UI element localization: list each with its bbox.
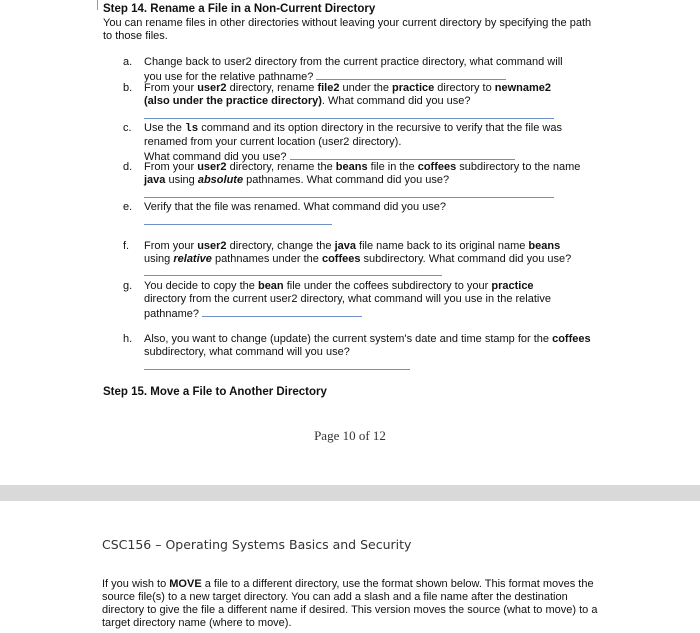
answer-line-h[interactable] xyxy=(144,369,410,370)
question-b-text-3: under the xyxy=(339,82,393,94)
question-f-bold-4: coffees xyxy=(321,253,361,265)
question-f-text-5: pathnames under the xyxy=(211,253,322,265)
question-f-bold-3: beans xyxy=(528,240,561,252)
question-h-text-2: subdirectory, what command will you use? xyxy=(144,346,350,358)
question-a xyxy=(144,56,599,84)
question-c xyxy=(144,122,599,164)
question-g-text-1: You decide to copy the xyxy=(144,280,258,292)
question-d-bold-1: user2 xyxy=(197,161,227,173)
question-c-text-2: command and its option directory in the recursive to verify that the file was renamed from your current location (user2 directory). xyxy=(144,122,562,148)
step15-title: Step 15. Move a File to Another Directory xyxy=(103,386,327,398)
question-f-text-2: directory, change the xyxy=(226,240,335,252)
answer-line-g[interactable] xyxy=(202,306,362,317)
answer-line-d[interactable] xyxy=(144,197,554,198)
question-g xyxy=(144,280,599,321)
question-c-label: c. xyxy=(123,122,132,134)
question-f-bold-1: user2 xyxy=(197,240,227,252)
question-d-bold-italic: absolute xyxy=(197,174,244,186)
question-d xyxy=(144,161,599,187)
question-d-text-6: pathnames. What command did you use? xyxy=(243,174,450,186)
question-f-text-3: file name back to its original name xyxy=(356,240,529,252)
question-g-text-2: file under the coffees subdirectory to your xyxy=(283,280,492,292)
page-number: Page 10 of 12 xyxy=(314,428,386,443)
move-paragraph-text-2: a file to a different directory, use the format shown below. This format moves the source file(s) to a new target directory. You can add a slash and a file name after the destination directory to give the file a different name if desired. This version moves the source (what to move) to a target directory name (where to move). xyxy=(102,578,598,629)
question-f-bold-2: java xyxy=(334,240,356,252)
question-d-text-5: using xyxy=(165,174,198,186)
question-g-label: g. xyxy=(123,280,133,292)
answer-line-f[interactable] xyxy=(144,275,442,276)
question-f xyxy=(144,240,604,266)
step14-intro: You can rename files in other directories without leaving your current directory by specifying the path to those files. xyxy=(103,17,592,42)
question-b-bold-3: practice xyxy=(392,82,435,94)
question-c-text-1: Use the xyxy=(144,122,185,134)
question-f-text-1: From your xyxy=(144,240,198,252)
question-b-bold-2: file2 xyxy=(317,82,340,94)
question-b-bold-5: (also under the practice directory) xyxy=(144,95,322,107)
question-c-text-3: What command did you use? xyxy=(144,151,287,163)
move-keyword: MOVE xyxy=(169,578,202,590)
question-h xyxy=(144,333,599,359)
question-a-line1: Change back to user2 directory from the current practice directory, what command will xyxy=(144,56,563,68)
question-b-label: b. xyxy=(123,82,133,94)
question-c-code: ls xyxy=(184,123,199,135)
question-f-label: f. xyxy=(123,240,130,252)
question-d-bold-2: beans xyxy=(335,161,368,173)
question-g-text-4: pathname? xyxy=(144,308,200,320)
question-d-text-2: directory, rename the xyxy=(226,161,336,173)
question-b-bold-1: user2 xyxy=(197,82,227,94)
document-page-11 xyxy=(0,501,700,633)
step14-title: Step 14. Rename a File in a Non-Current Directory xyxy=(103,3,376,15)
answer-line-a[interactable] xyxy=(316,69,506,80)
question-d-bold-3: coffees xyxy=(417,161,457,173)
page-separator xyxy=(0,485,700,501)
question-d-text-3: file in the xyxy=(367,161,418,173)
question-f-text-4: using xyxy=(144,253,174,265)
question-d-bold-4: java xyxy=(144,174,166,186)
answer-line-c[interactable] xyxy=(290,149,515,160)
question-d-label: d. xyxy=(123,161,133,173)
move-paragraph xyxy=(102,578,602,630)
question-a-line2: you use for the relative pathname? xyxy=(144,71,314,83)
question-f-bold-italic: relative xyxy=(173,253,212,265)
question-b-text-5: . What command did you use? xyxy=(321,95,471,107)
question-b-text-2: directory, rename xyxy=(226,82,318,94)
question-g-text-3: directory from the current user2 directory, what command will you use in the relative xyxy=(144,293,551,305)
question-b xyxy=(144,82,599,108)
answer-line-e[interactable] xyxy=(144,224,332,225)
question-h-bold-1: coffees xyxy=(552,333,591,345)
question-b-bold-4: newname2 xyxy=(494,82,552,94)
margin-rule xyxy=(97,0,98,10)
question-g-bold-2: practice xyxy=(491,280,534,292)
question-e: Verify that the file was renamed. What command did you use? xyxy=(144,201,447,213)
question-d-text-1: From your xyxy=(144,161,198,173)
question-a-label: a. xyxy=(123,56,133,68)
question-d-text-4: subdirectory to the name xyxy=(456,161,581,173)
question-f-text-6: subdirectory. What command did you use? xyxy=(360,253,572,265)
course-header: CSC156 – Operating Systems Basics and Security xyxy=(102,537,412,552)
move-paragraph-text-1: If you wish to xyxy=(102,578,170,590)
question-h-text-1: Also, you want to change (update) the current system's date and time stamp for the xyxy=(144,333,553,345)
question-h-label: h. xyxy=(123,333,133,345)
question-g-bold-1: bean xyxy=(257,280,284,292)
question-e-label: e. xyxy=(123,201,133,213)
question-b-text-1: From your xyxy=(144,82,198,94)
question-b-text-4: directory to xyxy=(434,82,495,94)
answer-line-b[interactable] xyxy=(144,118,554,119)
